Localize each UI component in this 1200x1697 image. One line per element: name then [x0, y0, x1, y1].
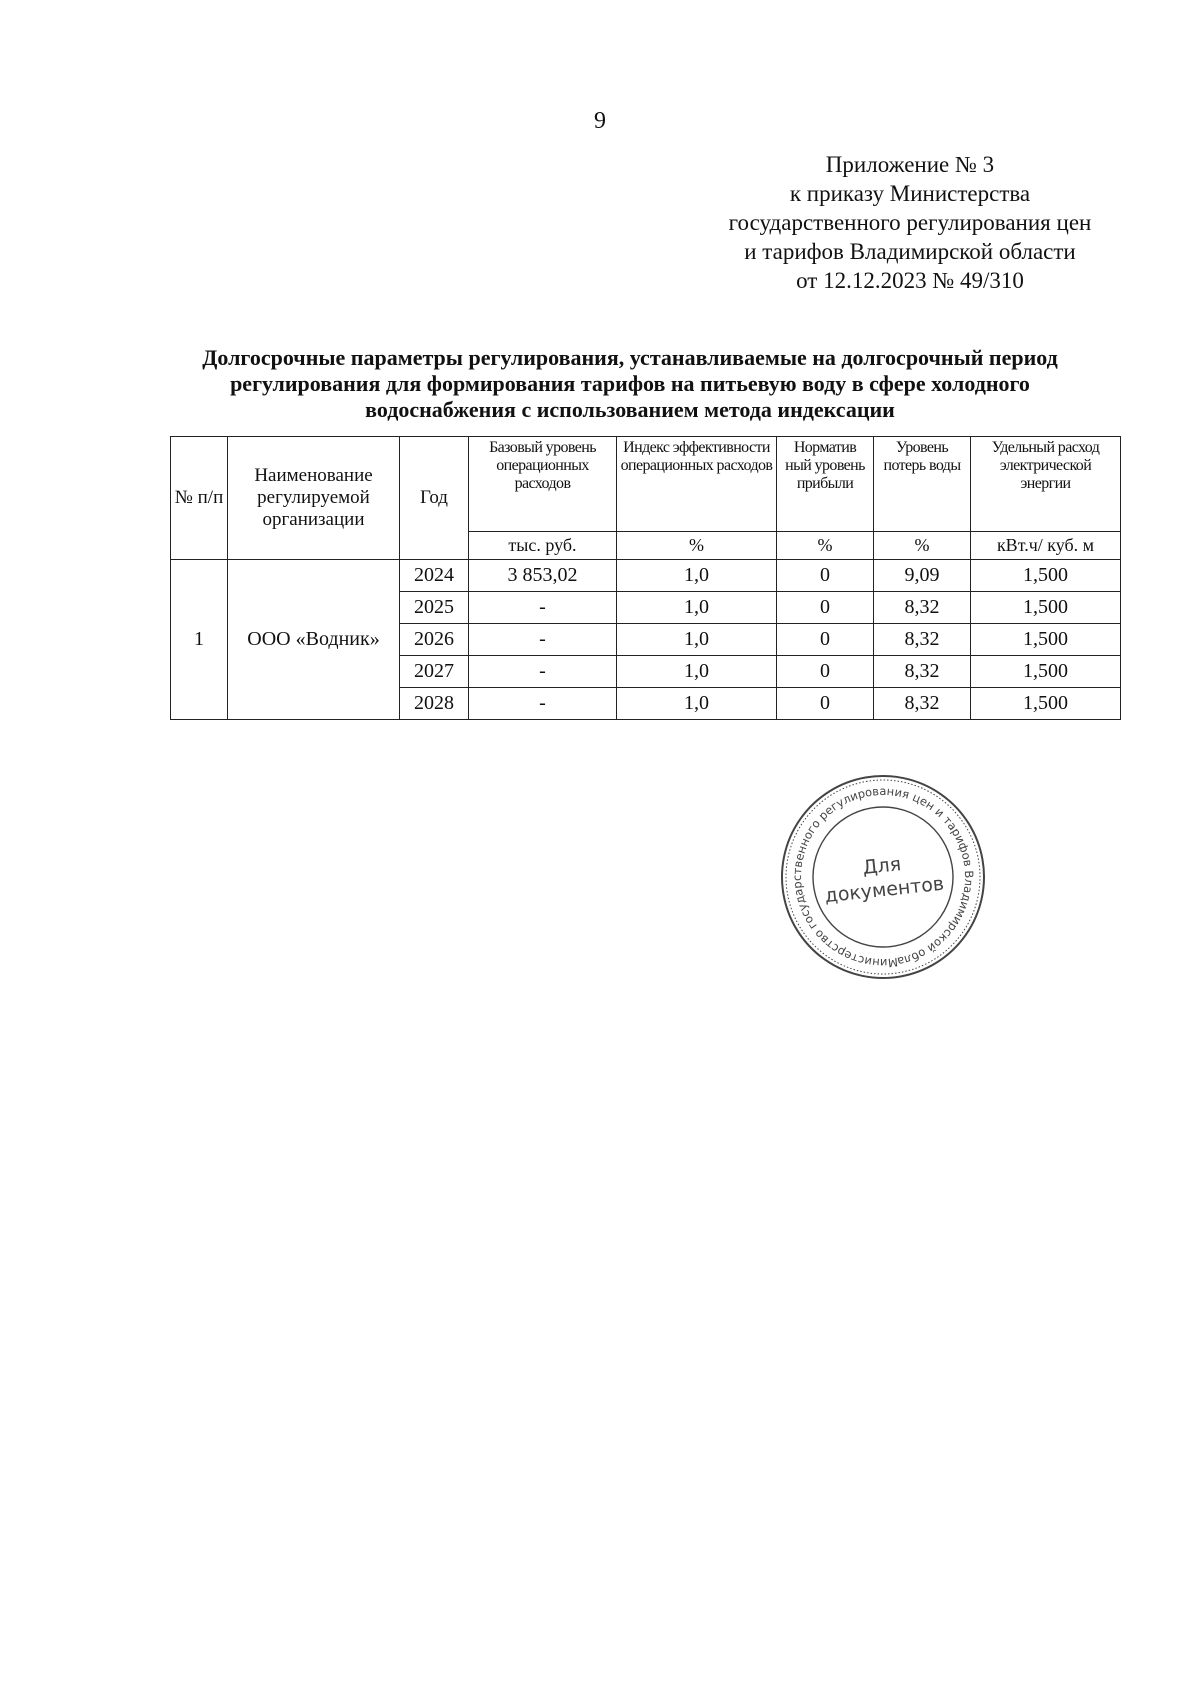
seal-center-line: Для	[861, 853, 903, 880]
base-opex-cell: -	[469, 592, 617, 624]
table-row	[171, 560, 1121, 592]
unit-water-loss: %	[874, 532, 971, 560]
year-cell: 2025	[400, 592, 469, 624]
org-number-cell: 1	[171, 560, 228, 720]
energy-cell: 1,500	[971, 624, 1121, 656]
water-loss-cell: 8,32	[874, 592, 971, 624]
title-line: Долгосрочные параметры регулирования, устанавливаемые на долгосрочный период	[202, 345, 1058, 370]
unit-energy-consumption: кВт.ч/ куб. м	[971, 532, 1121, 560]
profit-norm-cell: 0	[777, 656, 874, 688]
seal-graphic	[778, 772, 988, 982]
header-year: Год	[400, 437, 469, 560]
header-number: № п/п	[171, 437, 228, 560]
header-base-opex: Базовый уровень операционных расходов	[469, 437, 617, 532]
appendix-line: и тарифов Владимирской области	[744, 239, 1076, 264]
efficiency-index-cell: 1,0	[617, 592, 777, 624]
year-cell: 2026	[400, 624, 469, 656]
unit-efficiency-index: %	[617, 532, 777, 560]
profit-norm-cell: 0	[777, 624, 874, 656]
efficiency-index-cell: 1,0	[617, 656, 777, 688]
appendix-block	[720, 150, 1100, 295]
document-title	[150, 345, 1110, 423]
water-loss-cell: 8,32	[874, 656, 971, 688]
efficiency-index-cell: 1,0	[617, 560, 777, 592]
seal-ring-text: Министерство государственного регулирования цен и тарифов Владимирской области	[789, 783, 977, 971]
header-efficiency-index: Индекс эффективности операционных расходов	[617, 437, 777, 532]
year-cell: 2027	[400, 656, 469, 688]
energy-cell: 1,500	[971, 560, 1121, 592]
header-energy-consumption: Удельный расход электрической энергии	[971, 437, 1121, 532]
unit-profit-norm: %	[777, 532, 874, 560]
base-opex-cell: -	[469, 688, 617, 720]
profit-norm-cell: 0	[777, 560, 874, 592]
appendix-line: Приложение № 3	[825, 152, 995, 177]
water-loss-cell: 9,09	[874, 560, 971, 592]
energy-cell: 1,500	[971, 656, 1121, 688]
energy-cell: 1,500	[971, 592, 1121, 624]
efficiency-index-cell: 1,0	[617, 624, 777, 656]
profit-norm-cell: 0	[777, 592, 874, 624]
seal-outer-ring	[778, 772, 988, 982]
seal-dotted-ring	[778, 772, 988, 982]
year-cell: 2028	[400, 688, 469, 720]
header-water-loss: Уровень потерь воды	[874, 437, 971, 532]
parameters-table	[170, 436, 1121, 720]
appendix-line: к приказу Министерства	[789, 181, 1031, 206]
water-loss-cell: 8,32	[874, 688, 971, 720]
appendix-line: от 12.12.2023 № 49/310	[796, 268, 1024, 293]
profit-norm-cell: 0	[777, 688, 874, 720]
header-organization: Наименование регулируемой организации	[228, 437, 400, 560]
page-number: 9	[594, 108, 606, 134]
header-profit-norm: Норматив ный уровень прибыли	[777, 437, 874, 532]
efficiency-index-cell: 1,0	[617, 688, 777, 720]
unit-base-opex: тыс. руб.	[469, 532, 617, 560]
official-seal	[778, 772, 988, 982]
water-loss-cell: 8,32	[874, 624, 971, 656]
title-line: регулирования для формирования тарифов на питьевую воду в сфере холодного	[230, 371, 1030, 396]
base-opex-cell: -	[469, 656, 617, 688]
seal-center-line: документов	[823, 872, 946, 908]
year-cell: 2024	[400, 560, 469, 592]
title-line: водоснабжения с использованием метода индексации	[365, 397, 895, 422]
org-name-cell: ООО «Водник»	[228, 560, 400, 720]
appendix-line: государственного регулирования цен	[728, 210, 1092, 235]
base-opex-cell: 3 853,02	[469, 560, 617, 592]
energy-cell: 1,500	[971, 688, 1121, 720]
base-opex-cell: -	[469, 624, 617, 656]
